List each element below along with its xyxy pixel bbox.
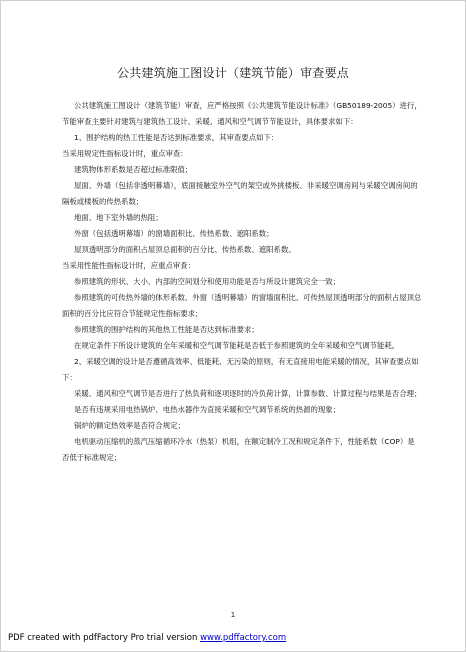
paragraph: 参照建筑的形状、大小、内部的空间划分和使用功能是否与所设计建筑完全一致； [74,277,341,286]
pdf-footer [8,633,286,643]
paragraph: 公共建筑施工图设计（建筑节能）审查，应严格按照《公共建筑节能设计标准》（GB50189-2005）进行，节能审查主要针对建筑与建筑热工设计、采暖、通风和空气调节节能设计，具体要求如下： [62,101,422,126]
paragraph: 在规定条件下所设计建筑的全年采暖和空气调节能耗是否低于参照建筑的全年采暖和空气调节能耗。 [74,341,400,350]
pdf-footer-link[interactable]: www.pdffactory.com [200,633,287,643]
paragraph: 是否有违规采用电热锅炉、电热水器作为直接采暖和空气调节系统的热源的现象； [74,405,341,414]
paragraph: 参照建筑的围护结构的其他热工性能是否达到标准要求； [74,325,259,334]
document-title: 公共建筑施工图设计（建筑节能）审查要点 [117,66,349,80]
paragraph: 2、采暖空调的设计是否遵循高效率、低能耗、无污染的原则，有无直接用电能采暖的情况，其审查要点如下： [62,357,419,382]
paragraph: 建筑物体形系数是否超过标准限值； [74,165,193,174]
paragraph: 当采用性能性指标设计时，应重点审查： [62,261,196,270]
paragraph: 1、围护结构的热工性能是否达到标准要求，其审查要点如下： [74,133,279,142]
paragraph: 屋顶透明部分的面积占屋顶总面积的百分比、传热系数、遮阳系数。 [74,245,296,254]
paragraph: 地面、地下室外墙的热阻； [74,213,163,222]
document-body [62,98,422,466]
pdf-footer-text: PDF created with pdfFactory Pro trial version [8,633,201,643]
paragraph: 锅炉的额定热效率是否符合规定； [74,421,185,430]
paragraph: 屋面、外墙（包括非透明幕墙），底面接触室外空气的架空或外挑楼板、非采暖空调房间与采暖空调房间的隔板或楼板的传热系数； [62,181,418,206]
paragraph: 参照建筑的可传热外墙的体形系数、外窗（透明幕墙）的窗墙面积比、可传热屋顶透明部分的面积占屋顶总面积的百分比应符合节能规定性指标要求； [62,293,422,318]
paragraph: 电机驱动压缩机的蒸汽压缩循环冷水（热泵）机组，在额定制冷工况和规定条件下，性能系数（COP）是否低于标准规定； [62,437,415,462]
paragraph: 当采用规定性指标设计时，重点审查： [62,149,188,158]
page-number: 1 [230,611,236,619]
paragraph: 采暖、通风和空气调节是否进行了热负荷和逐项逐时的冷负荷计算，计算参数、计算过程与结果是否合理； [74,389,422,398]
paragraph: 外窗（包括透明幕墙）的窗墙面积比、传热系数、遮阳系数； [74,229,274,238]
